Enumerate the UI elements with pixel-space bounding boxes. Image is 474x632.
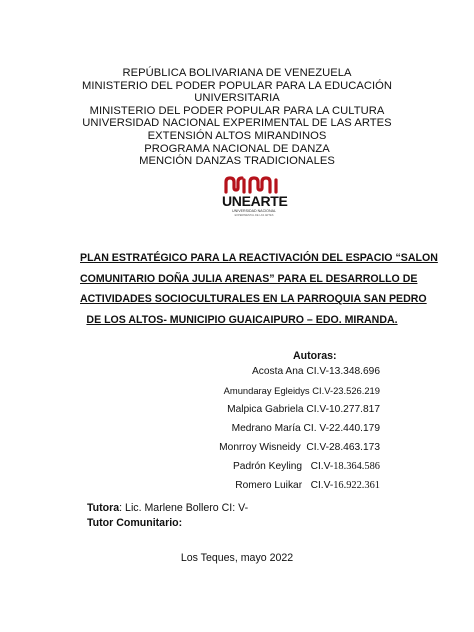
author-name: Padrón Keyling [232,461,303,472]
title-line: COMUNITARIO DOÑA JULIA ARENAS” PARA EL DESARROLLO DE [80,272,418,285]
header-line: REPÚBLICA BOLIVARIANA DE VENEZUELA [122,67,352,79]
header-line: UNIVERSIDAD NACIONAL EXPERIMENTAL DE LAS ARTES [82,117,392,130]
author-id: CI.V-10.277.817 [303,404,380,415]
author-name: Acosta Ana [251,366,304,377]
community-tutor-label: Tutor Comunitario: [87,517,183,529]
document-title [80,248,438,330]
header-line: PROGRAMA NACIONAL DE DANZA [144,142,330,155]
title-line: DE LOS ALTOS- MUNICIPIO GUAICAIPURO – EDO. MIRANDA. [86,313,398,326]
author-id-number: 16.922.361 [333,480,380,491]
tutor-label: Tutora [87,502,120,514]
author-name: Medrano María [231,423,301,434]
author-id: CI.V-23.526.219 [309,385,380,396]
author-id: CI.V- [302,480,334,491]
tutor-line [87,502,248,514]
author-name: Malpica Gabriela [227,404,304,415]
author-id: CI.V-28.463.173 [300,442,380,453]
author-id: CI.V- [302,461,334,472]
header-line: MENCIÓN DANZAS TRADICIONALES [139,155,335,168]
authors-heading: Autoras: [293,350,337,362]
logo-wordmark: UNEARTE [222,193,288,209]
logo-subtitle-small: EXPERIMENTAL DE LAS ARTES [234,214,274,217]
title-line: ACTIVIDADES SOCIOCULTURALES EN LA PARROQUIA SAN PEDRO [80,293,427,306]
author-name: Romero Luikar [235,480,303,491]
author-entry [227,404,380,415]
author-id-number: 18.364.586 [333,461,380,472]
author-name: Amundaray Egleidys [223,385,310,396]
author-name: Monrroy Wisneidy [219,442,301,453]
author-entry [235,480,380,491]
title-line: PLAN ESTRATÉGICO PARA LA REACTIVACIÓN DEL ESPACIO “SALON [80,252,438,264]
header-line: MINISTERIO DEL PODER POPULAR PARA LA CULTURA [89,104,385,117]
author-entry [252,366,380,377]
author-entry [233,461,380,472]
author-entry [224,385,380,397]
tutor-value: : Lic. Marlene Bollero CI: V- [119,502,249,514]
unearte-logo-icon [222,176,284,194]
author-id: CI.V-13.348.696 [303,366,380,377]
header-line: MINISTERIO DEL PODER POPULAR PARA LA EDUCACIÓN [81,79,393,92]
logo-subtitle: UNIVERSIDAD NACIONAL [232,209,276,213]
institution-header [0,67,474,168]
header-line: EXTENSIÓN ALTOS MIRANDINOS [147,129,327,142]
author-id: CI. V-22.440.179 [300,423,380,434]
author-entry [232,423,380,434]
place-date: Los Teques, mayo 2022 [180,552,294,564]
unearte-logo [222,176,302,222]
header-line: UNIVERSITARIA [194,92,280,105]
author-entry [219,442,380,453]
